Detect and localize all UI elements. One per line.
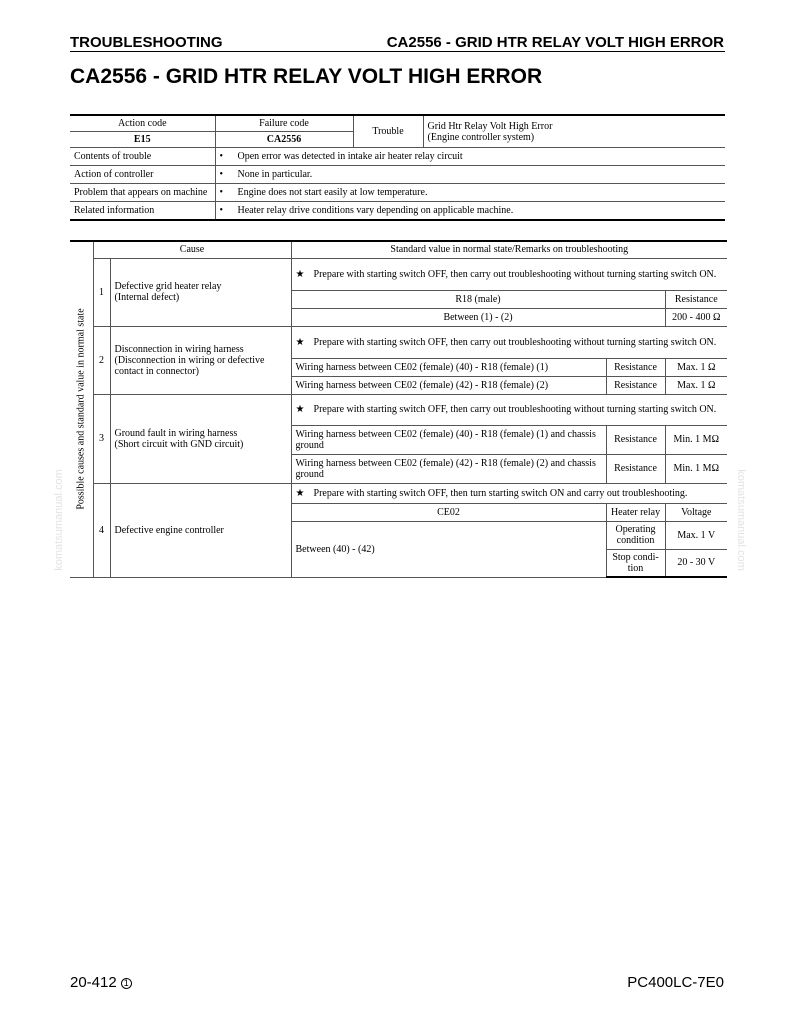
row-text-content: Engine does not start easily at low temperature. bbox=[237, 187, 428, 198]
measure-point: Wiring harness between CE02 (female) (40) - R18 (female) (1) bbox=[291, 358, 606, 376]
cause-line: Defective engine controller bbox=[114, 524, 224, 536]
measure-point: Wiring harness between CE02 (female) (42) - R18 (female) (2) bbox=[291, 376, 606, 394]
star-icon: ★ bbox=[295, 268, 305, 280]
trouble-label: Trouble bbox=[353, 115, 423, 148]
cause-number: 3 bbox=[93, 394, 110, 483]
measure-item: Resistance bbox=[606, 425, 665, 454]
row-text-content: Open error was detected in intake air heater relay circuit bbox=[237, 151, 463, 162]
cause-line: contact in connector) bbox=[114, 365, 199, 377]
failure-code-value: CA2556 bbox=[215, 132, 353, 148]
failure-code-label: Failure code bbox=[215, 115, 353, 132]
condition: Operating condition bbox=[606, 521, 665, 549]
watermark-right: komatsumanual.com bbox=[734, 469, 747, 571]
row-label: Related information bbox=[70, 202, 215, 220]
row-text-content: None in particular. bbox=[237, 169, 313, 180]
trouble-line-2: (Engine controller system) bbox=[427, 131, 535, 143]
measure-item: Resistance bbox=[606, 376, 665, 394]
cause-line: Defective grid heater relay bbox=[114, 281, 222, 292]
measure-point: Wiring harness between CE02 (female) (40) - R18 (female) (1) and chassis ground bbox=[291, 425, 606, 454]
row-label: Action of controller bbox=[70, 166, 215, 184]
measure-item: Resistance bbox=[606, 454, 665, 483]
star-icon: ★ bbox=[295, 487, 305, 499]
page-number-text: 20-412 bbox=[70, 974, 117, 991]
page-title: CA2556 - GRID HTR RELAY VOLT HIGH ERROR bbox=[70, 65, 543, 88]
row-text bbox=[215, 184, 725, 202]
action-code-label: Action code bbox=[70, 115, 215, 132]
summary-table bbox=[70, 114, 725, 221]
trouble-line-1: Grid Htr Relay Volt High Error bbox=[427, 120, 553, 132]
standard-value: Min. 1 MΩ bbox=[665, 425, 727, 454]
watermark-left: komatsumanual.com bbox=[52, 469, 65, 571]
prep-note bbox=[291, 483, 727, 503]
prep-note-text: Prepare with starting switch OFF, then carry out troubleshooting without turning starting switch ON. bbox=[313, 336, 717, 348]
bullet: • bbox=[219, 187, 224, 198]
cause-description bbox=[110, 258, 291, 326]
measure-point: Between (1) - (2) bbox=[291, 308, 665, 326]
standard-value: Max. 1 Ω bbox=[665, 358, 727, 376]
condition-header: Heater relay bbox=[606, 503, 665, 521]
cause-header: Cause bbox=[93, 241, 291, 258]
cause-description bbox=[110, 394, 291, 483]
standard-value: Min. 1 MΩ bbox=[665, 454, 727, 483]
bullet: • bbox=[219, 151, 224, 162]
standard-value: Max. 1 V bbox=[665, 521, 727, 549]
trouble-description bbox=[423, 115, 725, 148]
standard-value: 200 - 400 Ω bbox=[665, 308, 727, 326]
remarks-header: Standard value in normal state/Remarks on troubleshooting bbox=[291, 241, 727, 258]
row-label: Contents of trouble bbox=[70, 148, 215, 166]
cause-line: (Short circuit with GND circuit) bbox=[114, 438, 244, 450]
cause-line: (Internal defect) bbox=[114, 292, 180, 303]
prep-note-text: Prepare with starting switch OFF, then carry out troubleshooting without turning starting switch ON. bbox=[313, 404, 717, 415]
cause-line: Disconnection in wiring harness bbox=[114, 343, 244, 355]
causes-side-label bbox=[70, 241, 93, 577]
star-icon: ★ bbox=[295, 404, 305, 415]
connector-header: CE02 bbox=[291, 503, 606, 521]
measure-point: Wiring harness between CE02 (female) (42) - R18 (female) (2) and chassis ground bbox=[291, 454, 606, 483]
star-icon: ★ bbox=[295, 336, 305, 348]
prep-note-text: Prepare with starting switch OFF, then carry out troubleshooting without turning starting switch ON. bbox=[313, 268, 717, 280]
model-number: PC400LC-7E0 bbox=[627, 974, 724, 991]
connector-header: R18 (male) bbox=[291, 290, 665, 308]
prep-note-text: Prepare with starting switch OFF, then turn starting switch ON and carry out troubleshooting. bbox=[313, 487, 688, 499]
cause-description bbox=[110, 483, 291, 577]
section-header: TROUBLESHOOTING bbox=[70, 34, 223, 51]
causes-side-label-text: Possible causes and standard value in normal state bbox=[75, 308, 87, 510]
cause-description bbox=[110, 326, 291, 394]
cause-line: Ground fault in wiring harness bbox=[114, 427, 238, 439]
cause-number: 4 bbox=[93, 483, 110, 577]
standard-value: 20 - 30 V bbox=[665, 549, 727, 577]
row-text bbox=[215, 148, 725, 166]
bullet: • bbox=[219, 204, 224, 216]
condition: Stop condi- tion bbox=[606, 549, 665, 577]
causes-table bbox=[70, 240, 727, 578]
row-text bbox=[215, 166, 725, 184]
value-header: Voltage bbox=[665, 503, 727, 521]
code-header: CA2556 - GRID HTR RELAY VOLT HIGH ERROR bbox=[386, 34, 724, 51]
row-text bbox=[215, 202, 725, 220]
cause-line: (Disconnection in wiring or defective bbox=[114, 354, 265, 366]
value-header: Resistance bbox=[665, 290, 727, 308]
measure-point: Between (40) - (42) bbox=[291, 521, 606, 577]
standard-value: Max. 1 Ω bbox=[665, 376, 727, 394]
row-text-content: Heater relay drive conditions vary depending on applicable machine. bbox=[237, 204, 514, 216]
header-divider bbox=[70, 51, 725, 52]
prep-note bbox=[291, 258, 727, 290]
action-code-value: E15 bbox=[70, 132, 215, 148]
prep-note bbox=[291, 394, 727, 425]
page-number bbox=[70, 974, 132, 991]
bullet: • bbox=[219, 169, 224, 180]
prep-note bbox=[291, 326, 727, 358]
cause-number: 2 bbox=[93, 326, 110, 394]
cause-number: 1 bbox=[93, 258, 110, 326]
measure-item: Resistance bbox=[606, 358, 665, 376]
revision-mark: 1 bbox=[121, 978, 132, 989]
row-label: Problem that appears on machine bbox=[70, 184, 215, 202]
